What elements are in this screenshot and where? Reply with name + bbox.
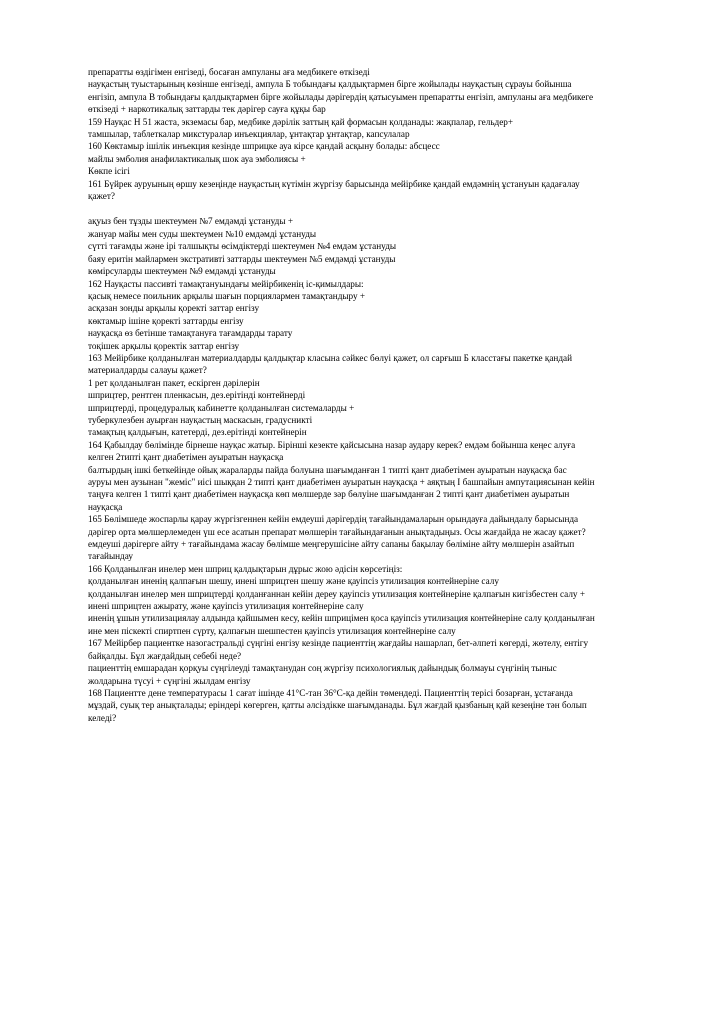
text-line: емдеуші дәрігерге айту + тағайындама жасау бөлімше меңгерушісіне айту сапаны бақылау бөліміне айту мөлшерін азайтып	[88, 539, 575, 550]
text-line: ине мен піскекті спиртпен сүрту, қалпағын шешпестен қауіпсіз утилизация контейнеріне салу	[88, 625, 456, 636]
text-line: қолданылған иненің қалпағын шешу, инені шприцтен шешу және қауіпсіз утилизация контейнеріне салу	[88, 576, 499, 587]
text-line: майлы эмболия анафилактикалық шок ауа эмболиясы +	[88, 153, 306, 164]
text-line: пациенттің емшарадан қорқуы сүңгілеуді тамақтанудан соң жүргізу психологиялық дайындық болмауы сүңгінің тыныс	[88, 663, 557, 674]
text-line: енгізіп, ампула В тобындағы қалдықтармен бірге жойылады дәрігердің қатысуымен препаратты енгізіп, ампуланы аға медбикеге	[88, 91, 594, 102]
text-line: тоқішек арқылы қоректік заттар енгізу	[88, 340, 240, 351]
text-line: науқастың туыстарының көзінше енгізеді, ампула Б тобындағы қалдықтармен бірге жойылады науқастың сұрауы бойынша	[88, 79, 572, 90]
text-line: келген 2типті қант диабетімен ауыратын науқасқа	[88, 452, 284, 463]
text-line: 1 рет қолданылған пакет, ескірген дәрілерін	[88, 377, 260, 388]
text-line: қажет?	[88, 191, 115, 202]
text-line: балтырдың ішкі беткейінде ойық жараларды пайда болуына шағымданған 1 типті қант диабетімен ауыратын науқасқа бас	[88, 464, 567, 475]
text-line: материалдарды салауы қажет?	[88, 365, 207, 376]
text-line: дәрігер орта мөлшерлемеден үш есе асатын препарат мөлшерін тағайындағанын анықтадыңыз. Осы жағдайда не жасау қажет?	[88, 526, 586, 537]
text-line: 161 Бүйрек ауруының өршу кезеңінде науқастың күтімін жүргізу барысында мейірбике қандай емдәмнің ұстануын қадағалау	[88, 178, 580, 189]
text-line: келеді?	[88, 712, 117, 723]
text-line: жолдарына түсуі + сүңгіні жылдам енгізу	[88, 675, 251, 686]
text-line: мұздай, суық тер анықталады; еріндері көгерген, қатты әлсіздікке шағымданады. Бұл жағдай қызбаның қай кезеңіне тән болып	[88, 700, 587, 711]
text-line: иненің ұшын утилизациялау алдында қайшымен кесу, кейін шприцімен қоса қауіпсіз утилизация контейнеріне салу қолданылған	[88, 613, 595, 624]
text-line: 164 Қабылдау бөлімінде бірнеше науқас жатыр. Біріншi кезекте қайсысына назар аудару керек? емдәм бойынша кеңес алуға	[88, 439, 576, 450]
text-line: 168 Пациентте дене температурасы 1 сағат ішінде 41°С-тан 36°С-қа дейін төмендеді. Пациенттің терісі бозарған, ұстағанда	[88, 687, 573, 698]
text-line: 163 Мейірбике қолданылған материалдарды қалдықтар класына сәйкес бөлуі қажет, ол сарғыш Б класстағы пакетке қандай	[88, 352, 572, 363]
text-line: ақуыз бен тұзды шектеумен №7 емдәмді ұстануды +	[88, 216, 294, 227]
text-line: туберкулезбен ауырған науқастың маскасын, градусникті	[88, 414, 313, 425]
text-line: 167 Мейірбер пациентке назогастральді сүңгіні енгізу кезінде пациенттің жағдайы нашарлап, бет-әлпеті көгерді, жөтелу, ентігу	[88, 638, 589, 649]
text-line: 166 Қолданылған инелер мен шприц қалдықтарын дұрыс жою әдісін көрсетіңіз:	[88, 563, 403, 574]
text-line: инені шприцтен ажырату, және қауіпсіз утилизация контейнеріне салу	[88, 601, 364, 612]
text-line: асқазан зонды арқылы қоректі заттар енгізу	[88, 303, 260, 314]
blank-line	[88, 202, 678, 215]
text-line: тамшылар, таблеткалар микстуралар инъекциялар, ұнтақтар ұнтақтар, капсулалар	[88, 129, 410, 140]
text-line: тағайындау	[88, 551, 133, 562]
text-line: көмірсуларды шектеумен №9 емдәмді ұстануды	[88, 266, 276, 277]
text-line: байқалды. Бұл жағдайдың себебі неде?	[88, 650, 242, 661]
text-line: қолданылған инелер мен шприцтерді қолданғаннан кейін дереу қауіпсіз утилизация контейнеріне қалпағын кигізбестен салу +	[88, 588, 585, 599]
text-line: науқасқа өз бетінше тамақтануға тағамдарды тарату	[88, 328, 293, 339]
text-line: көктамыр ішіне қоректі заттарды енгізу	[88, 315, 244, 326]
text-line: тамақтың қалдығын, катетерді, дез.ерітінді контейнерін	[88, 427, 307, 438]
text-line: қасық немесе поильник арқылы шағын порциялармен тамақтандыру +	[88, 290, 366, 301]
text-line: 159 Науқас Н 51 жаста, экземасы бар, медбике дәрілік заттың қай формасын қолданады: жақпалар, гельдер+	[88, 116, 514, 127]
text-line: 165 Бөлімшеде жоспарлы қарау жүргізгеннен кейін емдеуші дәрігердің тағайындамаларын орындауға дайындалу барысында	[88, 514, 579, 525]
text-line: ауруы мен аузынан "жеміс" иісі шыққан 2 типті қант диабетімен ауыратын науқасқа + аяқтың I башпайын ампутациясынан кейін	[88, 477, 595, 487]
document-body	[88, 66, 678, 724]
text-line: Көкпе ісігі	[88, 166, 130, 177]
text-line: баяу еритін майлармен экстративті заттарды шектеумен №5 емдәмді ұстануды	[88, 253, 396, 264]
text-line: науқасқа	[88, 501, 123, 512]
text-line: сүтті тағамды және ірі талшықты өсімдіктерді шектеумен №4 емдәм ұстануды	[88, 241, 397, 252]
text-line: 162 Науқасты пассивті тамақтануындағы мейірбикенің іс-қимылдары:	[88, 278, 364, 289]
text-line: шприцтер, рентген пленкасын, дез.ерітінді контейнерді	[88, 390, 306, 401]
text-line: шприцтерді, процедуралық кабинетте қолданылған системаларды +	[88, 402, 355, 413]
text-line: жануар майы мен суды шектеумен №10 емдәмді ұстануды	[88, 228, 317, 239]
text-line: таңуға келген 1 типті қант диабетімен науқасқа көп мөлшерде зәр бөлуіне шағымданған 2 типті қант диабетімен ауыратын	[88, 489, 570, 500]
text-line: препаратты өздігімен енгізеді, босаған ампуланы аға медбикеге өткізеді	[88, 67, 370, 77]
text-line: 160 Көктамыр ішілік инъекция кезінде шприцке ауа кірсе қандай асқыну болады: абсцесс	[88, 141, 440, 152]
text-line: өткізеді + наркотикалық заттарды тек дәрігер сауға құқы бар	[88, 104, 326, 115]
